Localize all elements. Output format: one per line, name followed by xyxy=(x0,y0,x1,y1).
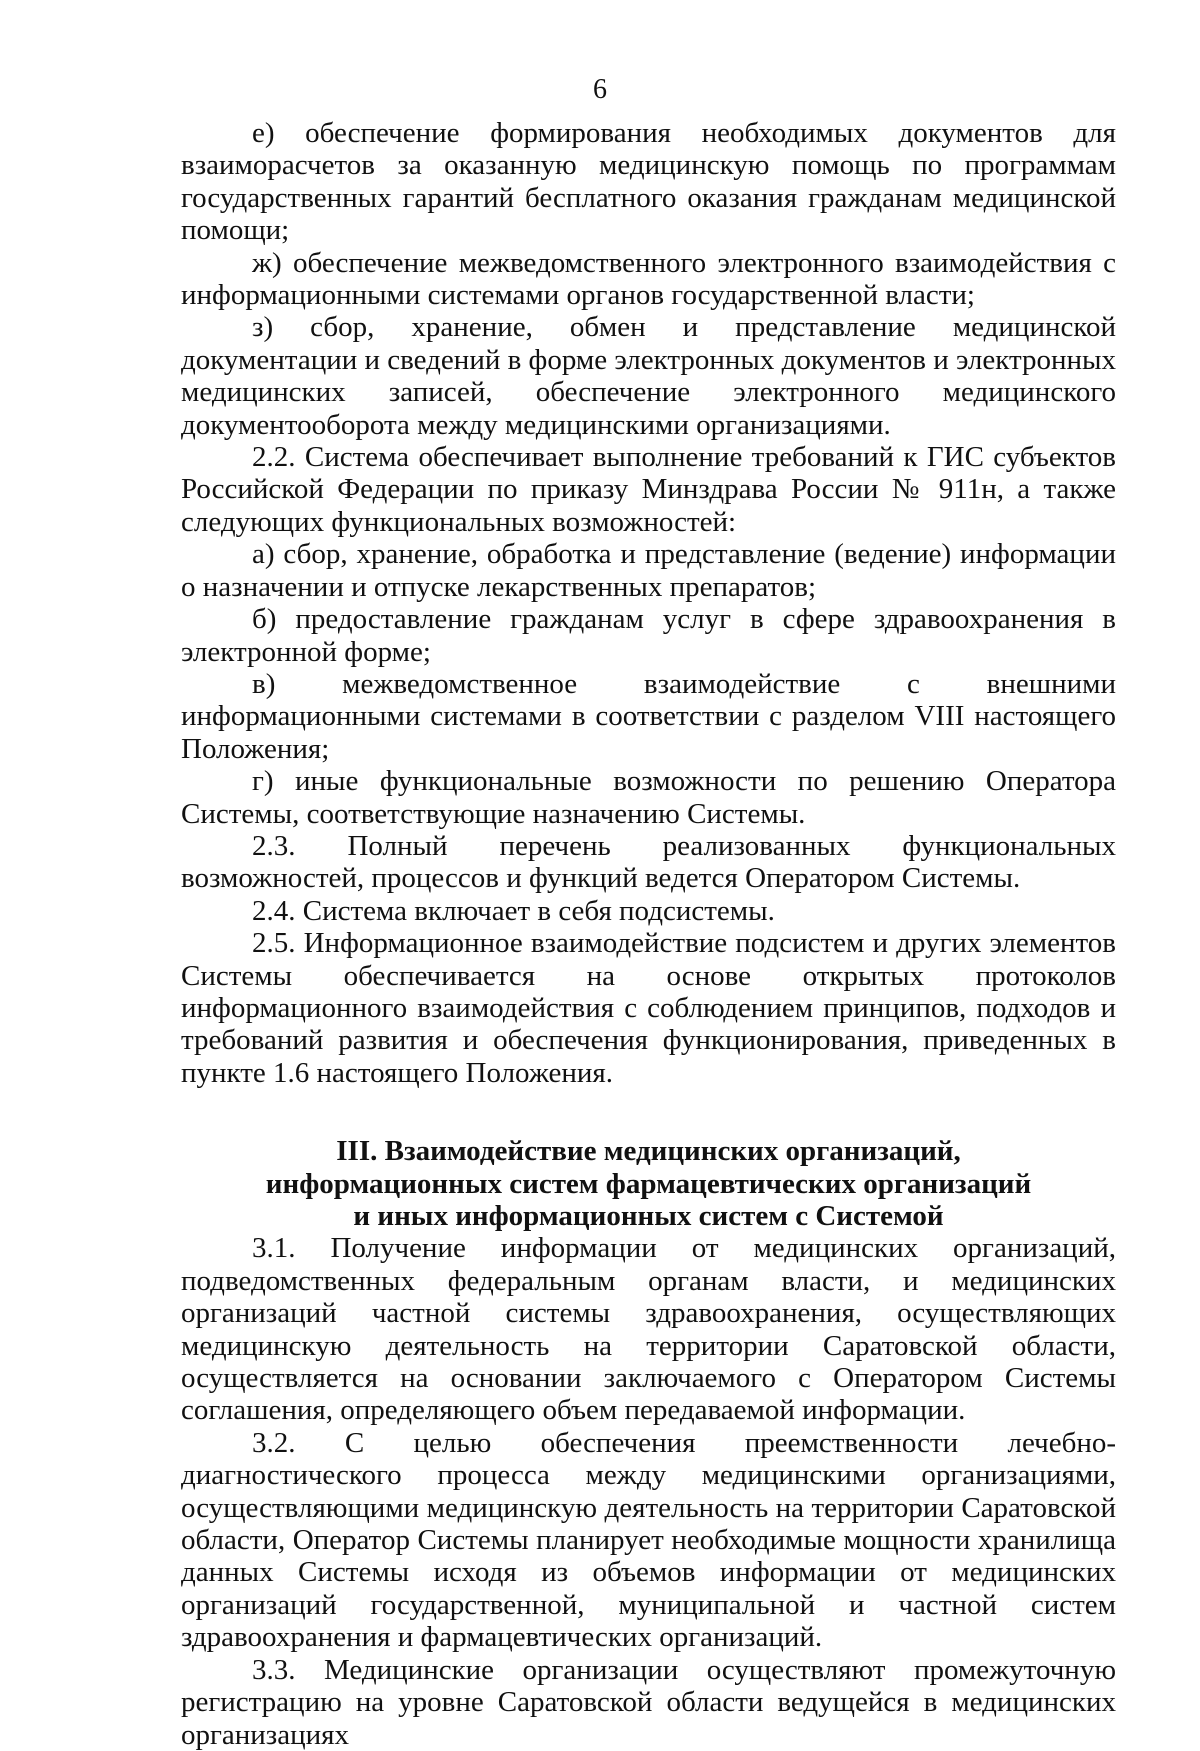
section-heading-line: информационных систем фармацевтических организаций xyxy=(265,1167,1032,1200)
page-number: 6 xyxy=(593,74,607,105)
paragraph-a: а) сбор, хранение, обработка и представление (ведение) информации о назначении и отпуске лекарственных препаратов; xyxy=(181,538,1116,603)
paragraph-v: в) межведомственное взаимодействие с внешними информационными системами в соответствии с разделом VIII настоящего Положения; xyxy=(181,667,1116,765)
paragraph-g: г) иные функциональные возможности по решению Оператора Системы, соответствующие назначению Системы. xyxy=(181,765,1116,830)
paragraph-2-2: 2.2. Система обеспечивает выполнение требований к ГИС субъектов Российской Федерации по приказу Минздрава России № 911н, а также следующих функциональных возможностей: xyxy=(181,441,1116,538)
paragraph-3-2: 3.2. С целью обеспечения преемственности лечебно-диагностического процесса между медицинскими организациями, осуществляющими медицинскую деятельность на территории Саратовской области, Оператор Системы планирует необходимые мощности хранилища данных Системы исходя из объемов информации от медицинских организаций государственной, муниципальной и частной систем здравоохранения и фармацевтических организаций. xyxy=(181,1426,1116,1654)
paragraph-2-3: 2.3. Полный перечень реализованных функциональных возможностей, процессов и функций ведется Оператором Системы. xyxy=(181,829,1116,895)
section-heading xyxy=(181,1135,1116,1232)
paragraph-zh: ж) обеспечение межведомственного электронного взаимодействия с информационными системами органов государственной власти; xyxy=(181,246,1116,312)
paragraph-3-1: 3.1. Получение информации от медицинских организаций, подведомственных федеральным органам власти, и медицинских организаций частной системы здравоохранения, осуществляющих медицинскую деятельность на территории Саратовской области, осуществляется на основании заключаемого с Оператором Системы соглашения, определяющего объем передаваемой информации. xyxy=(181,1232,1116,1427)
section-heading-line: III. Взаимодействие медицинских организаций, xyxy=(336,1135,961,1168)
paragraph-z: з) сбор, хранение, обмен и представление медицинской документации и сведений в форме электронных документов и электронных медицинских записей, обеспечение электронного медицинского документооборота между медицинскими организациями. xyxy=(181,311,1116,441)
section-heading-line: и иных информационных систем с Системой xyxy=(353,1200,944,1232)
paragraph-b: б) предоставление гражданам услуг в сфере здравоохранения в электронной форме; xyxy=(181,603,1116,668)
paragraph-3-3: 3.3. Медицинские организации осуществляют промежуточную регистрацию на уровне Саратовской области ведущейся в медицинских организациях xyxy=(181,1653,1116,1751)
paragraph-2-5: 2.5. Информационное взаимодействие подсистем и других элементов Системы обеспечивается на основе открытых протоколов информационного взаимодействия с соблюдением принципов, подходов и требований развития и обеспечения функционирования, приведенных в пункте 1.6 настоящего Положения. xyxy=(181,927,1116,1089)
document-body xyxy=(181,117,1116,1751)
paragraph-e: е) обеспечение формирования необходимых документов для взаиморасчетов за оказанную медицинскую помощь по программам государственных гарантий бесплатного оказания гражданам медицинской помощи; xyxy=(181,117,1116,247)
paragraph-2-4: 2.4. Система включает в себя подсистемы. xyxy=(252,894,775,927)
